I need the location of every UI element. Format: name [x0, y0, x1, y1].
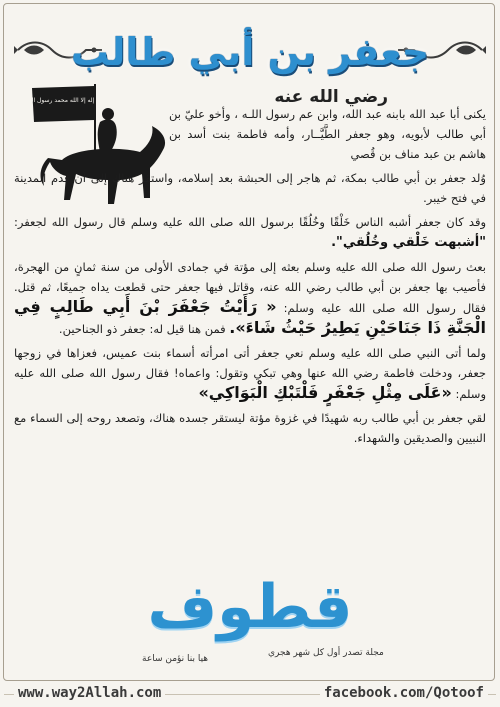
- article-body: [14, 104, 486, 452]
- magazine-logo: قطوف: [147, 572, 353, 642]
- page-subtitle: رضي الله عنه: [274, 87, 388, 107]
- tagline-left: هيا بنا نؤمن ساعة: [142, 654, 209, 664]
- paragraph-birth: وُلد جعفر بن أبي طالب بمكة، ثم هاجر إلى الحبشة بعد إسلامه، واستقر هناك إلى أن قدم المدينة في فتح خيبر.: [14, 171, 486, 205]
- website-link[interactable]: www.way2Allah.com: [14, 685, 165, 701]
- paragraph-martyrdom: لقي جعفر بن أبي طالب ربه شهيدًا في غزوة مؤتة ليستقر جسده هناك، وتصعد روحه إلى السماء مع النبيين والصديقين والشهداء.: [14, 411, 486, 445]
- tagline-right: مجلة تصدر أول كل شهر هجري: [268, 648, 384, 658]
- facebook-link[interactable]: facebook.com/Qotoof: [320, 685, 488, 701]
- page-title: جعفر بن أبي طالب: [70, 30, 430, 74]
- quote-wings: « رَأَيْتُ جَعْفَرَ بْنَ أَبِي طَالِبٍ فِي الْجَنَّةِ ذَا جَنَاحَيْنِ يَطِيرُ حَيْثُ شَاءَ».: [14, 297, 486, 337]
- flag-text: لا إله إلا الله محمد رسول الله: [26, 97, 100, 104]
- paragraph-resemblance-text: وقد كان جعفر أشبه الناس خَلْقًا وخُلُقًا برسول الله صلى الله عليه وسلم قال رسول الله لجعفر:: [14, 215, 486, 229]
- paragraph-resemblance: [14, 212, 486, 253]
- paragraph-condolence: [14, 343, 486, 404]
- paragraph-mutah-text: بعث رسول الله صلى الله عليه وسلم بعثه إلى مؤتة في جمادى الأولى من سنة ثمانٍ من الهجرة، فأصيب بها جعفر بن أبي طالب رضي الله عنه، وقاتل فيها جعفر حتى قطعت يداه جميعًا، ثم قتل. فقال رسول الله صلى الله عليه وسلم:: [14, 260, 486, 315]
- paragraph-mutah: [14, 257, 486, 339]
- footer-bar: [0, 682, 500, 707]
- paragraph-wings-note: فمن هنا قيل له: جعفر ذو الجناحين.: [58, 322, 226, 336]
- quote-weepers: «عَلَى مِثْلِ جَعْفَرٍ فَلْتَبْكِ الْبَوَاكِي»: [198, 383, 452, 402]
- paragraph-condolence-text: ولما أتى النبي صلى الله عليه وسلم نعي جعفر أتى امرأته أسماء بنت عميس، فعزاها في زوجها جعفر، ودخلت فاطمة رضي الله عنها وهي تبكي وتقول: واعماه! فقال رسول الله صلى الله عليه وسلم:: [14, 346, 486, 401]
- quote-resemblance: "أشبهت خَلْقي وخُلُقي".: [331, 235, 486, 250]
- paragraph-lineage: يكنى أبا عبد الله بابنه عبد الله، وابن عم رسول اللـه ، وأخو عليّ بن أبي طالب لأبويه، وهو جعفر الطَّيَّــار، وأمه فاطمة بنت أسد بن هاشم بن عبد مناف بن قُصي: [169, 107, 486, 161]
